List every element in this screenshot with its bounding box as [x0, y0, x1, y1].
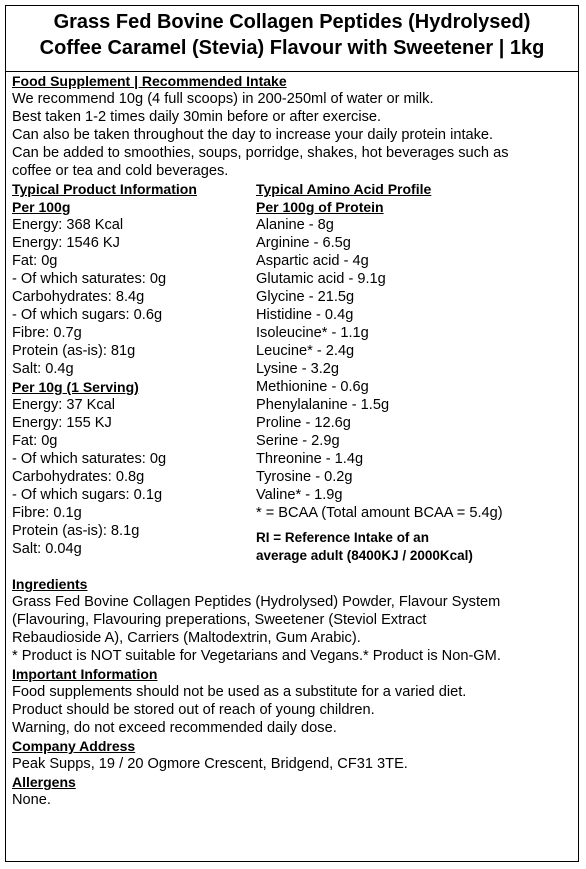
per100-heading: Per 100g	[12, 199, 71, 215]
ingredients-line: * Product is NOT suitable for Vegetarians and Vegans.* Product is Non-GM.	[12, 648, 501, 664]
nutrition-row: Fibre: 0.7g	[12, 325, 82, 341]
amino-row: Arginine - 6.5g	[256, 235, 351, 251]
nutrition-row: Fibre: 0.1g	[12, 505, 82, 521]
title-line-1: Grass Fed Bovine Collagen Peptides (Hydrolysed)	[53, 11, 531, 33]
allergens-value: None.	[12, 792, 51, 808]
important-line: Product should be stored out of reach of young children.	[12, 702, 375, 718]
nutrition-row: - Of which sugars: 0.6g	[12, 307, 163, 323]
amino-row: Isoleucine* - 1.1g	[256, 325, 369, 341]
nutrition-row: Carbohydrates: 0.8g	[12, 469, 145, 485]
nutrition-row: Energy: 368 Kcal	[12, 217, 124, 233]
nutrition-row: Salt: 0.4g	[12, 361, 74, 377]
amino-row: Tyrosine - 0.2g	[256, 469, 353, 485]
product-title	[6, 9, 578, 61]
amino-heading: Typical Amino Acid Profile	[256, 181, 432, 197]
important-heading: Important Information	[12, 666, 158, 682]
per10-heading: Per 10g (1 Serving)	[12, 379, 139, 395]
amino-row: Glutamic acid - 9.1g	[256, 271, 386, 287]
amino-row: Valine* - 1.9g	[256, 487, 343, 503]
amino-acid-column	[256, 180, 576, 565]
ri-line-1: RI = Reference Intake of an	[256, 530, 429, 545]
reference-intake-note	[256, 529, 576, 565]
company-address: Peak Supps, 19 / 20 Ogmore Crescent, Bridgend, CF31 3TE.	[12, 756, 408, 772]
nutrition-row: Energy: 37 Kcal	[12, 397, 116, 413]
amino-row: Threonine - 1.4g	[256, 451, 364, 467]
product-label	[5, 5, 579, 862]
intake-line: Can be added to smoothies, soups, porridge, shakes, hot beverages such as	[12, 145, 509, 161]
important-line: Food supplements should not be used as a substitute for a varied diet.	[12, 684, 467, 700]
intake-heading: Food Supplement | Recommended Intake	[12, 73, 287, 89]
product-info-column	[12, 180, 257, 558]
amino-row: Glycine - 21.5g	[256, 289, 355, 305]
important-line: Warning, do not exceed recommended daily dose.	[12, 720, 337, 736]
intake-line: We recommend 10g (4 full scoops) in 200-250ml of water or milk.	[12, 91, 434, 107]
amino-row: Methionine - 0.6g	[256, 379, 369, 395]
nutrition-row: - Of which sugars: 0.1g	[12, 487, 163, 503]
allergens-heading: Allergens	[12, 774, 76, 790]
amino-row: Leucine* - 2.4g	[256, 343, 355, 359]
amino-row: Lysine - 3.2g	[256, 361, 340, 377]
ingredients-line: Rebaudioside A), Carriers (Maltodextrin, Gum Arabic).	[12, 630, 361, 646]
ingredients-line: Grass Fed Bovine Collagen Peptides (Hydrolysed) Powder, Flavour System	[12, 594, 501, 610]
nutrition-row: Carbohydrates: 8.4g	[12, 289, 145, 305]
ri-line-2: average adult (8400KJ / 2000Kcal)	[256, 548, 473, 563]
nutrition-row: Energy: 1546 KJ	[12, 235, 120, 251]
amino-row: Histidine - 0.4g	[256, 307, 354, 323]
info-columns	[12, 180, 574, 575]
intake-section	[12, 90, 574, 180]
ingredients-line: (Flavouring, Flavouring preperations, Sweetener (Steviol Extract	[12, 612, 427, 628]
nutrition-row: Protein (as-is): 8.1g	[12, 523, 140, 539]
nutrition-row: Protein (as-is): 81g	[12, 343, 136, 359]
intake-line: coffee or tea and cold beverages.	[12, 163, 229, 179]
label-content	[12, 72, 574, 809]
amino-row: Alanine - 8g	[256, 217, 334, 233]
amino-row: Aspartic acid - 4g	[256, 253, 369, 269]
nutrition-row: - Of which saturates: 0g	[12, 271, 167, 287]
nutrition-row: Salt: 0.04g	[12, 541, 82, 557]
intake-line: Can also be taken throughout the day to increase your daily protein intake.	[12, 127, 494, 143]
bcaa-note: * = BCAA (Total amount BCAA = 5.4g)	[256, 505, 503, 521]
amino-row: Phenylalanine - 1.5g	[256, 397, 390, 413]
title-line-2: Coffee Caramel (Stevia) Flavour with Sweetener | 1kg	[39, 37, 545, 59]
nutrition-row: Energy: 155 KJ	[12, 415, 112, 431]
intake-line: Best taken 1-2 times daily 30min before or after exercise.	[12, 109, 382, 125]
company-heading: Company Address	[12, 738, 136, 754]
amino-sub-heading: Per 100g of Protein	[256, 199, 384, 215]
nutrition-row: Fat: 0g	[12, 433, 58, 449]
amino-row: Serine - 2.9g	[256, 433, 340, 449]
ingredients-heading: Ingredients	[12, 576, 88, 592]
nutrition-row: - Of which saturates: 0g	[12, 451, 167, 467]
product-info-heading: Typical Product Information	[12, 181, 197, 197]
amino-row: Proline - 12.6g	[256, 415, 351, 431]
nutrition-row: Fat: 0g	[12, 253, 58, 269]
